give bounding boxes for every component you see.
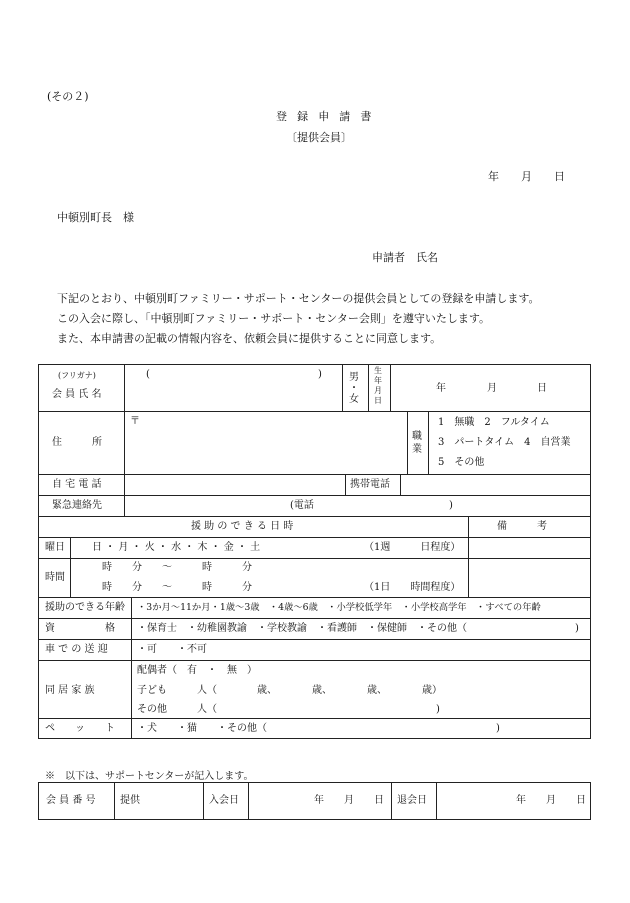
furigana-paren-open: ( <box>146 369 150 380</box>
car-transport-label: 車 で の 送 迎 <box>45 644 108 655</box>
emergency-contact-label: 緊急連絡先 <box>52 500 102 511</box>
day-label: 曜日 <box>45 542 65 553</box>
available-time-header: 援 助 の で き る 日 時 <box>191 521 294 532</box>
pet-close: ) <box>496 723 500 734</box>
member-number-label: 会 員 番 号 <box>46 795 96 806</box>
mobile-phone-label: 携帯電話 <box>350 479 390 490</box>
birth-label-4: 日 <box>374 396 382 405</box>
gender-separator: ・ <box>349 383 359 394</box>
member-type: 提供 <box>120 795 140 806</box>
spouse-option[interactable]: 配偶者（ 有 ・ 無 ） <box>137 665 257 676</box>
job-option-3[interactable]: 5 その他 <box>438 457 485 468</box>
furigana-label: (フリガナ) <box>58 371 96 380</box>
age-options[interactable]: ・3か月～11か月・1歳～3歳 ・4歳～6歳 ・小学校低学年 ・小学校高学年 ・すべての年齢 <box>137 602 541 613</box>
qualification-label: 資 格 <box>45 623 115 634</box>
time-range-1: 時 分 ～ 時 分 <box>102 562 252 573</box>
weekday-options[interactable]: 日 ・ 月 ・ 火 ・ 水 ・ 木 ・ 金 ・ 土 <box>92 542 261 553</box>
family-label: 同 居 家 族 <box>45 685 95 696</box>
hours-per-day-note: （1日 時間程度） <box>364 582 461 593</box>
days-per-week-note: （1週 日程度） <box>364 542 461 553</box>
addressee: 中頓別町長 様 <box>57 211 134 224</box>
member-name-label: 会 員 氏 名 <box>52 389 102 400</box>
intro-line-3: また、本申請書の記載の情報内容を、依頼会員に提供することに同意します。 <box>57 332 442 345</box>
children-field: 子ども 人（ 歳、 歳、 歳、 歳） <box>137 685 442 696</box>
join-date-label: 入会日 <box>209 795 239 806</box>
qualification-close: ) <box>575 623 579 634</box>
job-option-2[interactable]: 3 パートタイム 4 自営業 <box>438 437 571 448</box>
form-title: 登 録 申 請 書 <box>276 110 375 123</box>
gender-male[interactable]: 男 <box>349 372 359 383</box>
home-phone-label: 自 宅 電 話 <box>52 479 102 490</box>
pet-options[interactable]: ・犬 ・猫 ・その他（ <box>137 723 267 734</box>
postal-mark: 〒 <box>130 416 140 427</box>
pet-label: ペ ッ ト <box>45 723 115 734</box>
center-use-note: ※ 以下は、サポートセンターが記入します。 <box>45 771 254 782</box>
birth-month: 月 <box>487 383 497 394</box>
qualification-options[interactable]: ・保育士 ・幼稚園教諭 ・学校教諭 ・看護師 ・保健師 ・その他（ <box>137 623 467 634</box>
time-label: 時間 <box>45 572 65 583</box>
form-number: (その２) <box>47 90 89 103</box>
birth-label-3: 月 <box>374 386 382 395</box>
join-date-value: 年 月 日 <box>314 795 384 806</box>
leave-date-value: 年 月 日 <box>516 795 586 806</box>
application-date: 年 月 日 <box>488 170 565 183</box>
birth-label-2: 年 <box>374 376 382 385</box>
emergency-phone-close: ) <box>449 500 453 511</box>
birth-year: 年 <box>436 383 446 394</box>
car-transport-options[interactable]: ・可 ・不可 <box>137 644 207 655</box>
applicant-name-label: 申請者 氏名 <box>372 251 438 264</box>
form-subtitle: 〔提供会員〕 <box>286 131 352 144</box>
remarks-header: 備 考 <box>497 521 547 532</box>
job-label-2: 業 <box>412 444 422 455</box>
job-label-1: 職 <box>412 431 422 442</box>
birth-label-1: 生 <box>374 366 382 375</box>
others-field: その他 人（ <box>137 704 217 715</box>
age-label: 援助のできる年齢 <box>45 602 125 613</box>
intro-line-1: 下記のとおり、中頓別町ファミリー・サポート・センターの提供会員としての登録を申請します。 <box>57 292 540 305</box>
furigana-paren-close: ) <box>318 369 322 380</box>
birth-day: 日 <box>537 383 547 394</box>
time-range-2: 時 分 ～ 時 分 <box>102 582 252 593</box>
leave-date-label: 退会日 <box>397 795 427 806</box>
gender-female[interactable]: 女 <box>349 394 359 405</box>
address-label: 住 所 <box>52 437 102 448</box>
others-close: ) <box>436 704 440 715</box>
intro-line-2: この入会に際し、「中頓別町ファミリー・サポート・センター会則」を遵守いたします。 <box>57 312 490 325</box>
job-option-1[interactable]: 1 無職 2 フルタイム <box>438 417 550 428</box>
emergency-phone-label: (電話 <box>290 500 314 511</box>
